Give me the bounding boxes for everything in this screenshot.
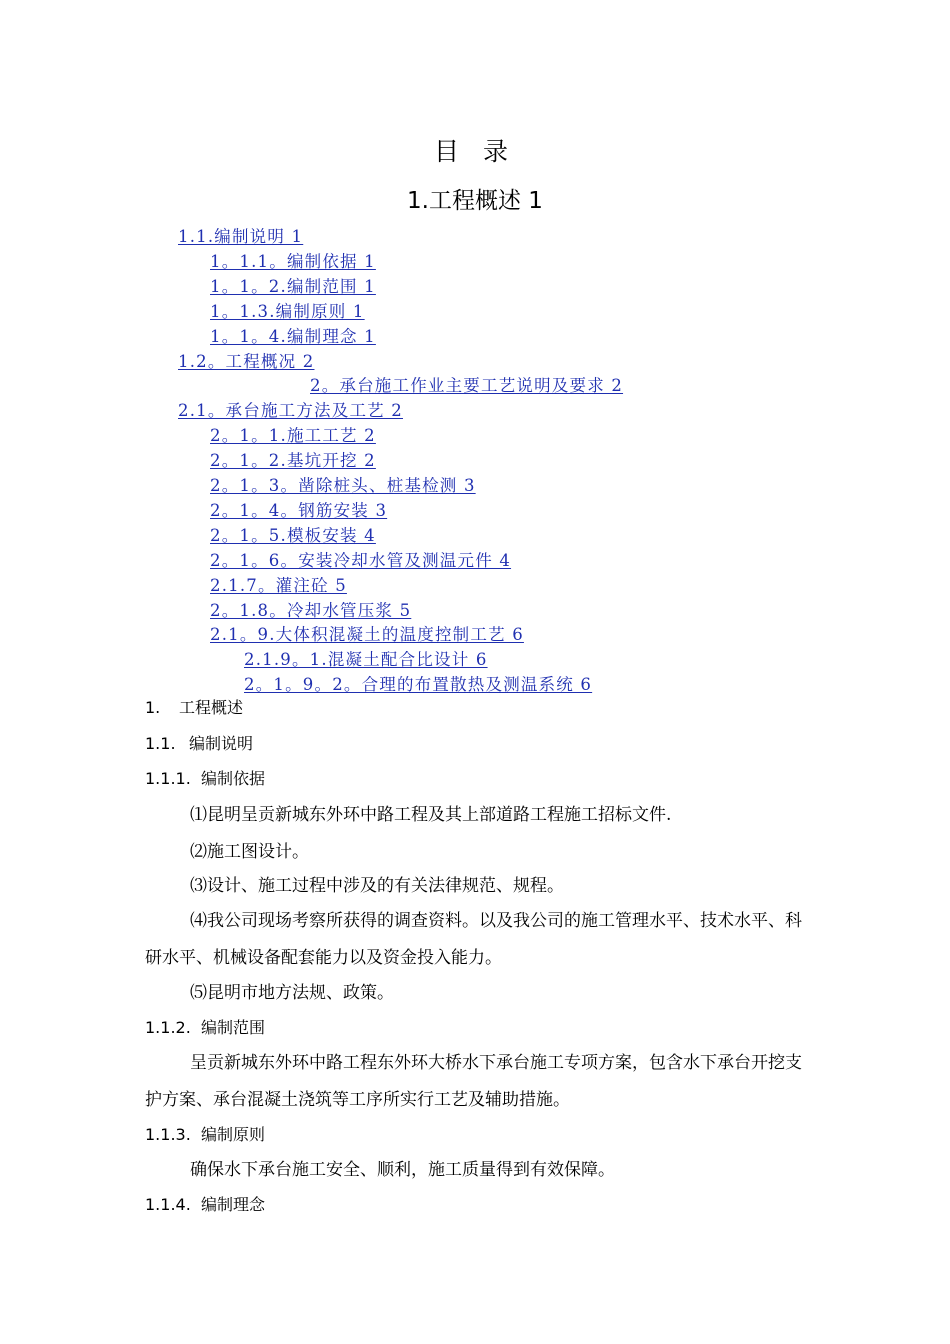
heading-text: 编制理念	[201, 1195, 266, 1214]
heading-number: 1.1.1.	[145, 769, 191, 788]
scope-paragraph: 呈贡新城东外环中路工程东外环大桥水下承台施工专项方案，包含水下承台开挖支护方案、承台混凝土浇筑等工序所实行工艺及辅助措施。	[145, 1053, 802, 1110]
heading-text: 编制依据	[201, 769, 266, 788]
heading-1-1	[145, 732, 253, 756]
toc-entry[interactable]: 2。1.8。冷却水管压浆 5	[210, 600, 412, 620]
toc-entry[interactable]: 2。1。5.模板安装 4	[210, 525, 376, 545]
toc-entry[interactable]: 1。1.1。编制依据 1	[210, 251, 376, 271]
heading-1-1-4	[145, 1193, 265, 1217]
heading-number: 1.1.	[145, 734, 176, 753]
toc-entry[interactable]: 2.1。承台施工方法及工艺 2	[178, 401, 403, 421]
toc-entry[interactable]: 2。承台施工作业主要工艺说明及要求 2	[310, 376, 624, 396]
basis-item-3: ⑶设计、施工过程中涉及的有关法律规范、规程。	[190, 876, 564, 896]
basis-item-5: ⑸昆明市地方法规、政策。	[190, 983, 394, 1003]
toc-entry[interactable]: 2。1。1.施工工艺 2	[210, 426, 376, 446]
toc-subtitle: 1.工程概述 1	[407, 188, 543, 214]
toc-entry[interactable]: 1。1.3.编制原则 1	[210, 301, 365, 321]
heading-number: 1.1.2.	[145, 1018, 191, 1037]
toc-entry[interactable]: 2。1。2.基坑开挖 2	[210, 451, 376, 471]
heading-text: 工程概述	[179, 698, 244, 717]
heading-1	[145, 696, 243, 720]
principle-paragraph: 确保水下承台施工安全、顺利，施工质量得到有效保障。	[190, 1160, 615, 1180]
toc-entry[interactable]: 1.2。工程概况 2	[178, 351, 315, 371]
toc-entry[interactable]: 2。1。6。安装冷却水管及测温元件 4	[210, 550, 512, 570]
toc-title: 目 录	[434, 137, 516, 166]
heading-text: 编制说明	[189, 734, 254, 753]
toc-entry[interactable]: 2.1。9.大体积混凝土的温度控制工艺 6	[210, 625, 524, 645]
toc-entry[interactable]: 2.1.7。灌注砼 5	[210, 575, 347, 595]
toc-entry[interactable]: 1。1。2.编制范围 1	[210, 276, 376, 296]
heading-text: 编制原则	[201, 1125, 266, 1144]
heading-1-1-1	[145, 767, 265, 791]
heading-1-1-3	[145, 1123, 265, 1147]
toc-entry[interactable]: 2。1。9。2。合理的布置散热及测温系统 6	[244, 675, 593, 695]
toc-entry[interactable]: 1。1。4.编制理念 1	[210, 326, 376, 346]
toc-entry[interactable]: 1.1.编制说明 1	[178, 227, 304, 246]
heading-number: 1.1.3.	[145, 1125, 191, 1144]
heading-1-1-2	[145, 1016, 265, 1040]
toc-entry[interactable]: 2。1。4。钢筋安装 3	[210, 500, 388, 520]
basis-item-1: ⑴昆明呈贡新城东外环中路工程及其上部道路工程施工招标文件.	[190, 805, 672, 825]
toc-entry[interactable]: 2.1.9。1.混凝土配合比设计 6	[244, 650, 488, 670]
heading-text: 编制范围	[201, 1018, 266, 1037]
toc-entry[interactable]: 2。1。3。凿除桩头、桩基检测 3	[210, 476, 476, 495]
heading-number: 1.	[145, 698, 161, 717]
heading-number: 1.1.4.	[145, 1195, 191, 1214]
basis-item-4: ⑷我公司现场考察所获得的调查资料。以及我公司的施工管理水平、技术水平、科研水平、机械设备配套能力以及资金投入能力。	[145, 911, 802, 968]
basis-item-2: ⑵施工图设计。	[190, 842, 309, 862]
